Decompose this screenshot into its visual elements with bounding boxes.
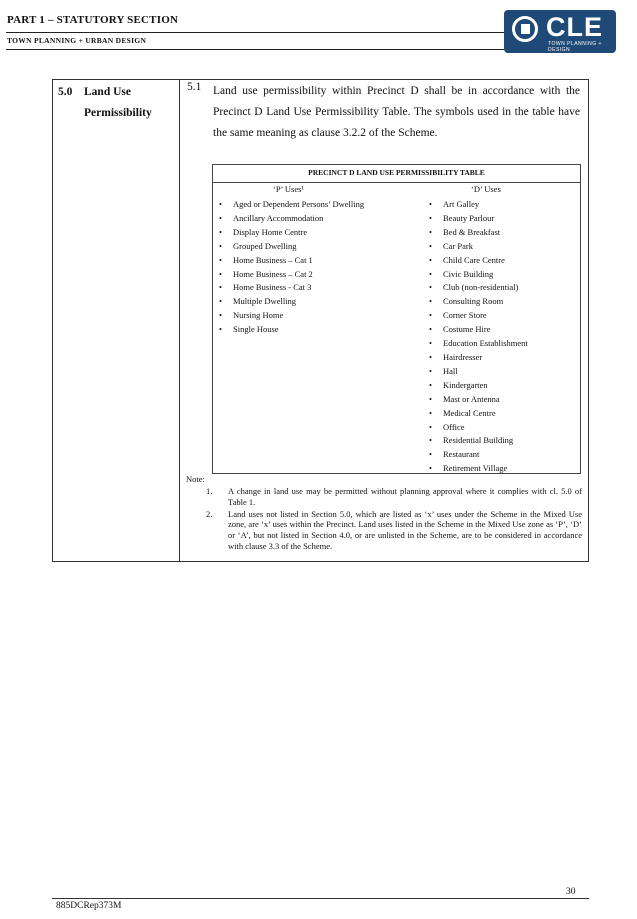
p-list-item: • Ancillary Accommodation	[217, 212, 391, 226]
note-number: 2.	[206, 508, 213, 519]
section-title-line1: Land Use	[84, 86, 131, 98]
p-list-item: • Grouped Dwelling	[217, 240, 391, 254]
d-list-item: • Car Park	[427, 240, 577, 254]
d-list-item: • Education Establishment	[427, 337, 577, 351]
p-list-item: • Nursing Home	[217, 309, 391, 323]
d-list-item: • Mast or Antenna	[427, 393, 577, 407]
d-list-item: • Hairdresser	[427, 351, 577, 365]
d-list-item: • Civic Building	[427, 268, 577, 282]
notes-list	[186, 486, 582, 553]
p-list-item: • Display Home Centre	[217, 226, 391, 240]
logo-tagline: TOWN PLANNING + DESIGN	[548, 41, 602, 53]
clause-text: Land use permissibility within Precinct D shall be in accordance with the Precinct D Land Use Permissibility Table. The symbols used in the table have the same meaning as clause 3.2.2 of the Scheme.	[213, 85, 580, 139]
header-section-title: PART 1 – STATUTORY SECTION	[7, 14, 179, 26]
d-list-item: • Restaurant	[427, 448, 577, 462]
header-rule	[6, 32, 504, 33]
d-list-item: • Retirement Village	[427, 462, 577, 476]
header-subtitle: TOWN PLANNING + URBAN DESIGN	[7, 36, 147, 45]
permissibility-table-title: PRECINCT D LAND USE PERMISSIBILITY TABLE	[308, 168, 485, 177]
d-list-item: • Office	[427, 421, 577, 435]
column-divider	[179, 79, 180, 562]
note-number: 1.	[206, 486, 213, 496]
p-list-item: • Home Business – Cat 1	[217, 254, 391, 268]
d-uses-header: ‘D’ Uses	[471, 184, 501, 194]
p-list-item: • Home Business - Cat 3	[217, 281, 391, 295]
clause-number: 5.1	[187, 81, 202, 93]
d-list-item: • Costume Hire	[427, 323, 577, 337]
section-title-line2: Permissibility	[84, 107, 152, 119]
p-uses-header: ‘P’ Uses¹	[273, 184, 304, 194]
page-number: 30	[566, 887, 576, 897]
logo-mark-icon	[512, 16, 538, 42]
p-list-item: • Single House	[217, 323, 391, 337]
note-item	[186, 486, 582, 508]
d-list-item: • Hall	[427, 365, 577, 379]
p-uses-list	[217, 198, 391, 337]
note-item	[186, 509, 582, 552]
d-list-item: • Art Galley	[427, 198, 577, 212]
d-list-item: • Child Care Centre	[427, 254, 577, 268]
section-number: 5.0	[58, 86, 73, 98]
table-title-rule	[213, 182, 580, 183]
p-list-item: • Home Business – Cat 2	[217, 268, 391, 282]
p-list-item: • Multiple Dwelling	[217, 295, 391, 309]
d-uses-list	[427, 198, 577, 476]
header-rule-bottom	[6, 49, 504, 50]
cle-logo	[504, 10, 616, 53]
d-list-item: • Kindergarten	[427, 379, 577, 393]
d-list-item: • Medical Centre	[427, 407, 577, 421]
note-text: Land uses not listed in Section 5.0, which are listed as ‘x’ uses under the Scheme in the Mixed Use zone, are ‘x’ uses within the Precinct. Land uses listed in the Scheme in the Mixed Use zone as ‘P’, ‘D’ or ‘A’, but not listed in Section 4.0, or are unlisted in the Scheme, are to be considered in accordance with clause 3.3 of the Scheme.	[228, 508, 582, 551]
d-list-item: • Consulting Room	[427, 295, 577, 309]
p-list-item: • Aged or Dependent Persons’ Dwelling	[217, 198, 391, 212]
footer-rule	[52, 898, 589, 899]
logo-name: CLE	[546, 12, 603, 42]
note-label: Note:	[186, 474, 205, 484]
permissibility-table	[212, 164, 581, 474]
d-list-item: • Bed & Breakfast	[427, 226, 577, 240]
d-list-item: • Club (non-residential)	[427, 281, 577, 295]
d-list-item: • Beauty Parlour	[427, 212, 577, 226]
d-list-item: • Corner Store	[427, 309, 577, 323]
document-reference: 885DCRep373M	[56, 901, 122, 911]
d-list-item: • Residential Building	[427, 434, 577, 448]
note-text: A change in land use may be permitted without planning approval where it complies with cl. 5.0 of Table 1.	[228, 486, 582, 507]
